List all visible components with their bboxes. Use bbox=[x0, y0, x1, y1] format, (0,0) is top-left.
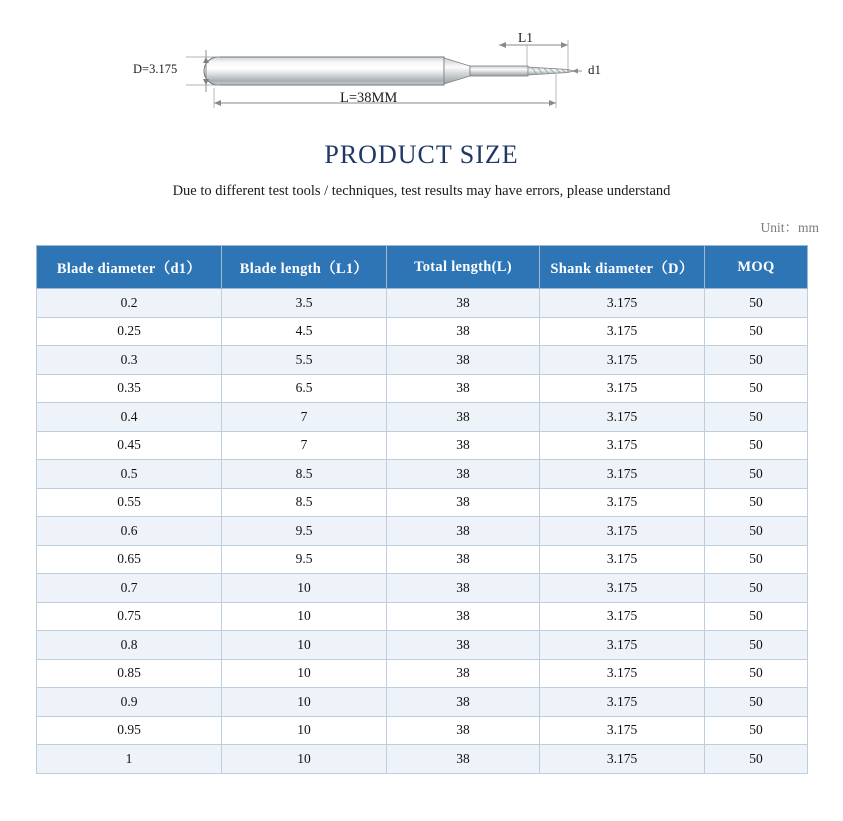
table-cell: 0.55 bbox=[37, 488, 222, 517]
blade-length-label: L1 bbox=[518, 30, 533, 45]
table-cell: 50 bbox=[705, 431, 808, 460]
size-table bbox=[36, 245, 808, 774]
table-cell: 50 bbox=[705, 488, 808, 517]
table-cell: 50 bbox=[705, 317, 808, 346]
table-cell: 38 bbox=[387, 289, 540, 318]
table-cell: 8.5 bbox=[222, 460, 387, 489]
table-cell: 50 bbox=[705, 659, 808, 688]
table-cell: 3.175 bbox=[540, 346, 705, 375]
table-row bbox=[37, 289, 808, 318]
table-cell: 38 bbox=[387, 460, 540, 489]
table-cell: 50 bbox=[705, 716, 808, 745]
table-cell: 38 bbox=[387, 716, 540, 745]
table-cell: 38 bbox=[387, 403, 540, 432]
table-cell: 50 bbox=[705, 346, 808, 375]
table-cell: 3.175 bbox=[540, 431, 705, 460]
table-cell: 9.5 bbox=[222, 545, 387, 574]
unit-note: Unit：mm bbox=[760, 220, 819, 235]
table-cell: 38 bbox=[387, 317, 540, 346]
table-cell: 38 bbox=[387, 574, 540, 603]
table-cell: 3.175 bbox=[540, 602, 705, 631]
table-cell: 10 bbox=[222, 716, 387, 745]
table-cell: 50 bbox=[705, 374, 808, 403]
table-cell: 3.175 bbox=[540, 289, 705, 318]
table-cell: 38 bbox=[387, 374, 540, 403]
table-cell: 38 bbox=[387, 688, 540, 717]
shank-diameter-label: D=3.175 bbox=[133, 62, 178, 76]
table-header-row bbox=[37, 246, 808, 289]
table-cell: 38 bbox=[387, 659, 540, 688]
size-table-container bbox=[36, 245, 807, 774]
table-cell: 0.25 bbox=[37, 317, 222, 346]
table-row bbox=[37, 716, 808, 745]
table-cell: 38 bbox=[387, 602, 540, 631]
table-cell: 3.175 bbox=[540, 460, 705, 489]
table-row bbox=[37, 460, 808, 489]
table-cell: 50 bbox=[705, 460, 808, 489]
table-cell: 50 bbox=[705, 403, 808, 432]
table-cell: 3.175 bbox=[540, 403, 705, 432]
table-row bbox=[37, 346, 808, 375]
column-header-blade-length: Blade length（L1） bbox=[222, 246, 387, 289]
table-cell: 3.175 bbox=[540, 574, 705, 603]
table-cell: 3.175 bbox=[540, 688, 705, 717]
table-cell: 50 bbox=[705, 631, 808, 660]
table-cell: 5.5 bbox=[222, 346, 387, 375]
table-cell: 3.175 bbox=[540, 716, 705, 745]
table-cell: 0.6 bbox=[37, 517, 222, 546]
table-cell: 10 bbox=[222, 631, 387, 660]
table-row bbox=[37, 403, 808, 432]
table-row bbox=[37, 374, 808, 403]
total-length-label: L=38MM bbox=[340, 90, 398, 106]
table-cell: 3.175 bbox=[540, 517, 705, 546]
table-cell: 10 bbox=[222, 659, 387, 688]
table-row bbox=[37, 602, 808, 631]
table-cell: 3.175 bbox=[540, 659, 705, 688]
table-cell: 0.4 bbox=[37, 403, 222, 432]
table-cell: 6.5 bbox=[222, 374, 387, 403]
column-header-moq: MOQ bbox=[705, 246, 808, 289]
table-cell: 38 bbox=[387, 346, 540, 375]
table-cell: 9.5 bbox=[222, 517, 387, 546]
table-cell: 3.175 bbox=[540, 631, 705, 660]
table-cell: 0.45 bbox=[37, 431, 222, 460]
table-cell: 3.175 bbox=[540, 545, 705, 574]
table-row bbox=[37, 631, 808, 660]
table-cell: 7 bbox=[222, 431, 387, 460]
table-row bbox=[37, 688, 808, 717]
table-cell: 38 bbox=[387, 545, 540, 574]
table-cell: 38 bbox=[387, 631, 540, 660]
table-row bbox=[37, 431, 808, 460]
table-cell: 50 bbox=[705, 289, 808, 318]
table-cell: 10 bbox=[222, 574, 387, 603]
blade-diameter-label: d1 bbox=[588, 62, 601, 77]
page-title: PRODUCT SIZE bbox=[324, 140, 519, 169]
column-header-shank-diameter: Shank diameter（D） bbox=[540, 246, 705, 289]
table-cell: 10 bbox=[222, 745, 387, 774]
table-cell: 0.2 bbox=[37, 289, 222, 318]
table-cell: 50 bbox=[705, 545, 808, 574]
table-row bbox=[37, 574, 808, 603]
table-cell: 4.5 bbox=[222, 317, 387, 346]
table-cell: 1 bbox=[37, 745, 222, 774]
table-cell: 38 bbox=[387, 488, 540, 517]
column-header-total-length: Total length(L) bbox=[387, 246, 540, 289]
table-cell: 50 bbox=[705, 745, 808, 774]
table-cell: 8.5 bbox=[222, 488, 387, 517]
table-cell: 50 bbox=[705, 574, 808, 603]
table-cell: 38 bbox=[387, 745, 540, 774]
table-cell: 50 bbox=[705, 517, 808, 546]
table-row bbox=[37, 545, 808, 574]
table-cell: 0.95 bbox=[37, 716, 222, 745]
table-cell: 3.175 bbox=[540, 488, 705, 517]
table-cell: 7 bbox=[222, 403, 387, 432]
table-cell: 38 bbox=[387, 517, 540, 546]
table-cell: 3.175 bbox=[540, 745, 705, 774]
page-subtitle: Due to different test tools / techniques, test results may have errors, please understand bbox=[172, 183, 671, 199]
end-mill-drawing bbox=[0, 0, 843, 128]
table-cell: 0.5 bbox=[37, 460, 222, 489]
table-cell: 38 bbox=[387, 431, 540, 460]
table-cell: 3.5 bbox=[222, 289, 387, 318]
table-cell: 0.85 bbox=[37, 659, 222, 688]
table-cell: 50 bbox=[705, 688, 808, 717]
table-row bbox=[37, 488, 808, 517]
table-row bbox=[37, 317, 808, 346]
tool-diagram bbox=[0, 0, 843, 128]
table-cell: 0.75 bbox=[37, 602, 222, 631]
table-row bbox=[37, 745, 808, 774]
table-cell: 0.8 bbox=[37, 631, 222, 660]
table-cell: 10 bbox=[222, 688, 387, 717]
column-header-blade-diameter: Blade diameter（d1） bbox=[37, 246, 222, 289]
table-cell: 0.7 bbox=[37, 574, 222, 603]
table-cell: 10 bbox=[222, 602, 387, 631]
table-row bbox=[37, 659, 808, 688]
table-cell: 3.175 bbox=[540, 317, 705, 346]
table-cell: 3.175 bbox=[540, 374, 705, 403]
table-cell: 0.65 bbox=[37, 545, 222, 574]
table-cell: 0.3 bbox=[37, 346, 222, 375]
table-body bbox=[37, 289, 808, 774]
table-row bbox=[37, 517, 808, 546]
table-cell: 0.35 bbox=[37, 374, 222, 403]
table-cell: 50 bbox=[705, 602, 808, 631]
table-cell: 0.9 bbox=[37, 688, 222, 717]
